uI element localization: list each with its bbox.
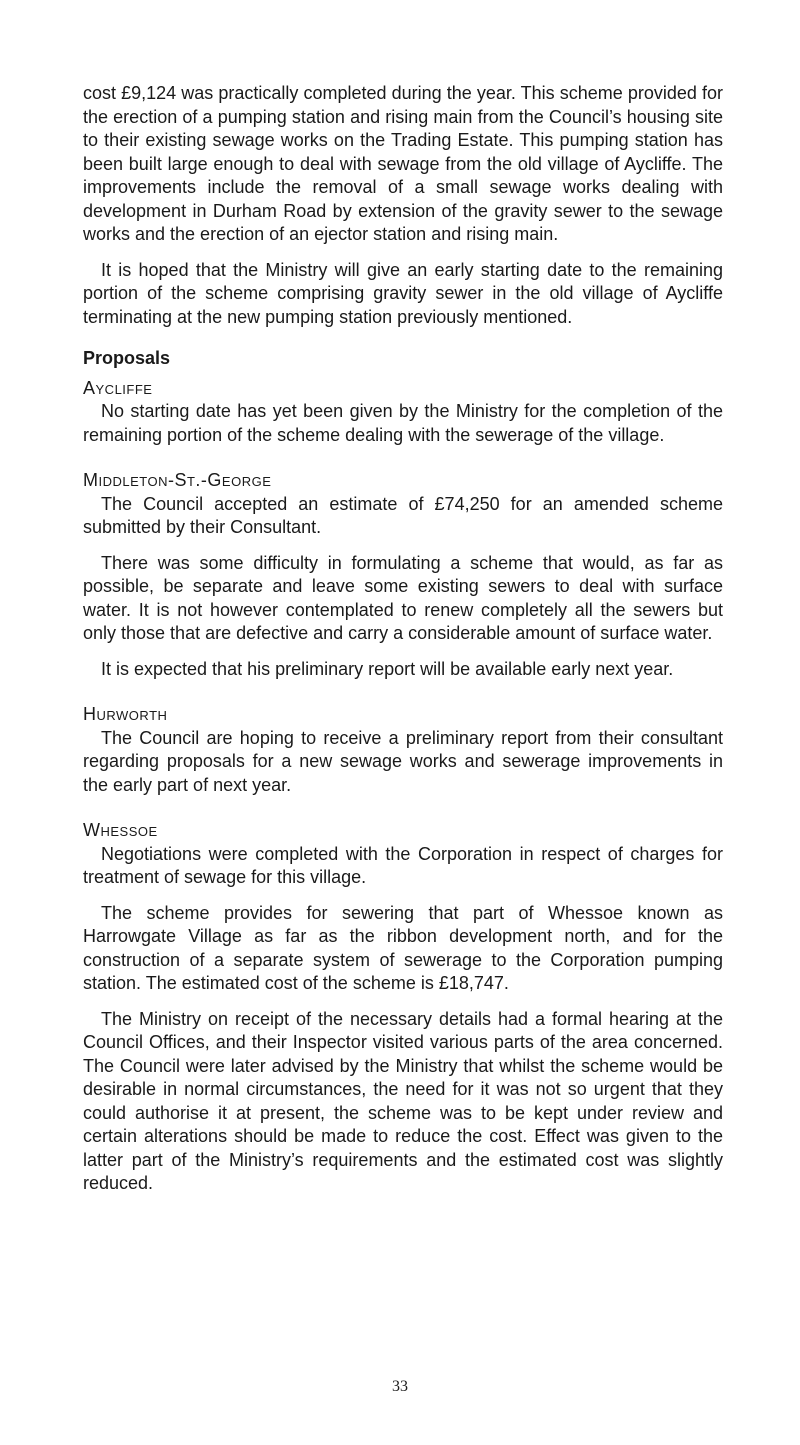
whessoe-paragraph-3: The Ministry on receipt of the necessary details had a formal hearing at the Council Offices, and their Inspector visited various parts of the area concerned. The Council were later advised by the Ministry that whilst the scheme would be desirable in normal circumstances, the need for it was not so urgent that they could authorise it at present, the scheme was to be kept under review and certain alterations should be made to reduce the cost. Effect was given to the latter part of the Ministry’s requirements and the estimated cost was slightly reduced. [83, 1008, 723, 1193]
whessoe-paragraph-1: Negotiations were completed with the Corporation in respect of charges for treatment of sewage for this village. [83, 843, 723, 887]
middleton-paragraph-1: The Council accepted an estimate of £74,250 for an amended scheme submitted by their Consultant. [83, 493, 723, 537]
hurworth-heading: Hurworth [83, 704, 168, 724]
middleton-paragraph-2: There was some difficulty in formulating a scheme that would, as far as possible, be separate and leave some existing sewers to deal with surface water. It is not however contemplated to renew completely all the sewers but only those that are defective and carry a considerable amount of surface water. [83, 552, 723, 643]
aycliffe-heading: Aycliffe [83, 377, 153, 398]
page-number: 33 [392, 1378, 408, 1395]
proposals-heading: Proposals [83, 348, 171, 368]
intro-paragraph-2: It is hoped that the Ministry will give an early starting date to the remaining portion of the scheme comprising gravity sewer in the old village of Aycliffe terminating at the new pumping station previously mentioned. [83, 259, 723, 327]
middleton-paragraph-3: It is expected that his preliminary report will be available early next year. [101, 658, 674, 679]
hurworth-paragraph-1: The Council are hoping to receive a preliminary report from their consultant regarding proposals for a new sewage works and sewerage improvements in the early part of next year. [83, 727, 723, 795]
intro-paragraph-1: cost £9,124 was practically completed during the year. This scheme provided for the erection of a pumping station and rising main from the Council’s housing site to their existing sewage works on the Trading Estate. This pumping station has been built large enough to deal with sewage from the old village of Aycliffe. The improvements include the removal of a small sewage works dealing with development in Durham Road by extension of the gravity sewer to the sewage works and the erection of an ejector station and rising main. [83, 83, 723, 244]
whessoe-heading: Whessoe [83, 820, 158, 840]
document-page [83, 82, 723, 1208]
middleton-heading: Middleton-St.-George [83, 470, 272, 490]
whessoe-paragraph-2: The scheme provides for sewering that part of Whessoe known as Harrowgate Village as far as the ribbon development north, and for the construction of a separate system of sewerage to the Corporation pumping station. The estimated cost of the scheme is £18,747. [83, 902, 723, 993]
aycliffe-paragraph-1: No starting date has yet been given by the Ministry for the completion of the remaining portion of the scheme dealing with the sewerage of the village. [83, 401, 723, 445]
